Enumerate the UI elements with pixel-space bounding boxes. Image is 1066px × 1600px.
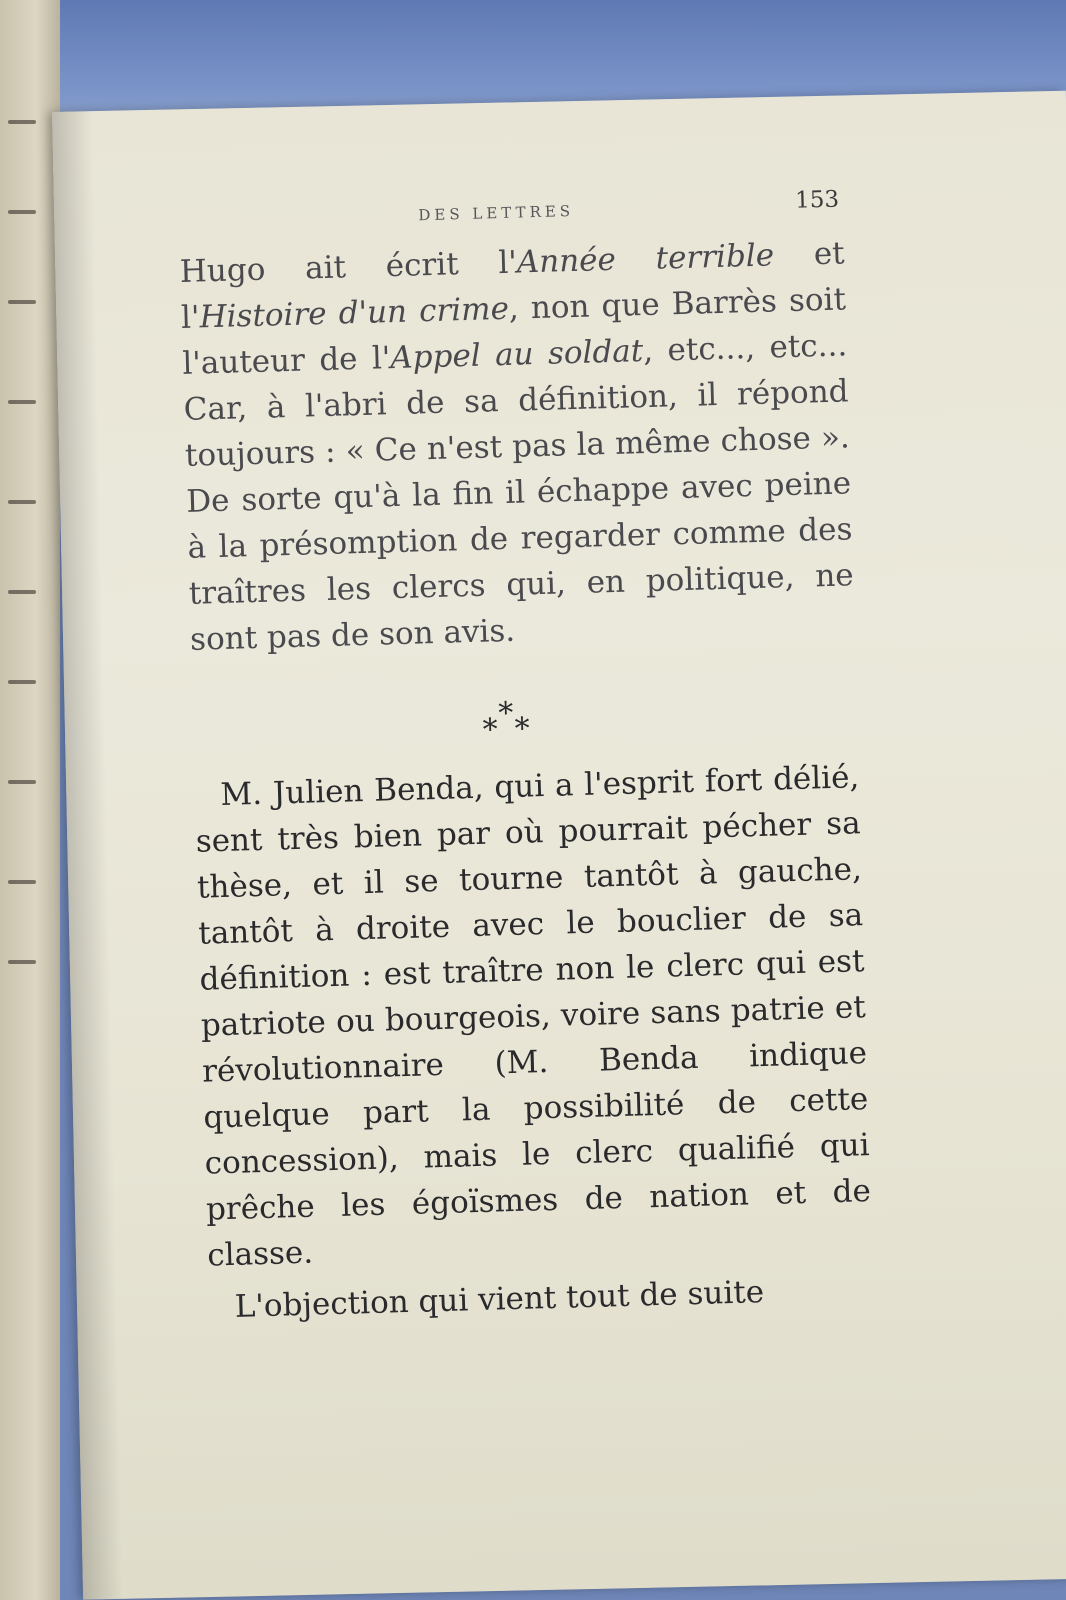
asterisk: * xyxy=(514,711,531,747)
paragraph: L'objection qui vient tout de suite xyxy=(234,1274,765,1325)
facing-text-fragment xyxy=(8,300,36,304)
running-title: DES LETTRES xyxy=(418,201,575,225)
text-run: Hugo ait écrit l' xyxy=(179,244,518,290)
text-run: , non que Barrès soit l'auteur de l' xyxy=(181,281,847,382)
italic-title: Appel au soldat xyxy=(389,333,644,377)
paragraph: M. Julien Benda, qui a l'esprit fort délié, sent très bien par où pourrait pécher sa thèse, et il se tourne tantôt à gauche, tantôt à droite avec le bouclier de sa définition : est traître non le clerc qui est patriote ou bourgeois, voire sans patrie et révolutionnaire (M. Benda indique quelque part la possibilité de cette concession), mais le clerc qualifié qui prêche les égoïsmes de nation et de classe. xyxy=(195,759,872,1274)
italic-title: Histoire d'un crime xyxy=(199,290,510,336)
facing-text-fragment xyxy=(8,680,36,684)
facing-text-fragment xyxy=(8,120,36,124)
facing-text-fragment xyxy=(8,880,36,884)
section-break-asterism xyxy=(191,644,859,773)
facing-text-fragment xyxy=(8,590,36,594)
asterisk: * xyxy=(482,712,499,748)
italic-title: Année terrible xyxy=(516,237,775,281)
text-run: et l' xyxy=(180,235,846,336)
facing-text-fragment xyxy=(8,210,36,214)
facing-text-fragment xyxy=(8,960,36,964)
facing-text-fragment xyxy=(8,780,36,784)
asterisk: * xyxy=(497,695,514,732)
paragraph-continued xyxy=(179,230,855,662)
facing-text-fragment xyxy=(8,500,36,504)
text-run: , etc..., etc... Car, à l'abri de sa définition, il répond toujours : « Ce n'est pas la même chose ». De sorte qu'à la fin il échappe avec peine à la présomption de regarder comme des traîtres les clercs qui, en politique, ne sont pas de son avis. xyxy=(183,327,855,658)
facing-page-edge xyxy=(0,0,60,1600)
facing-text-fragment xyxy=(8,400,36,404)
page-text xyxy=(178,186,874,1330)
page-number: 153 xyxy=(794,186,840,214)
